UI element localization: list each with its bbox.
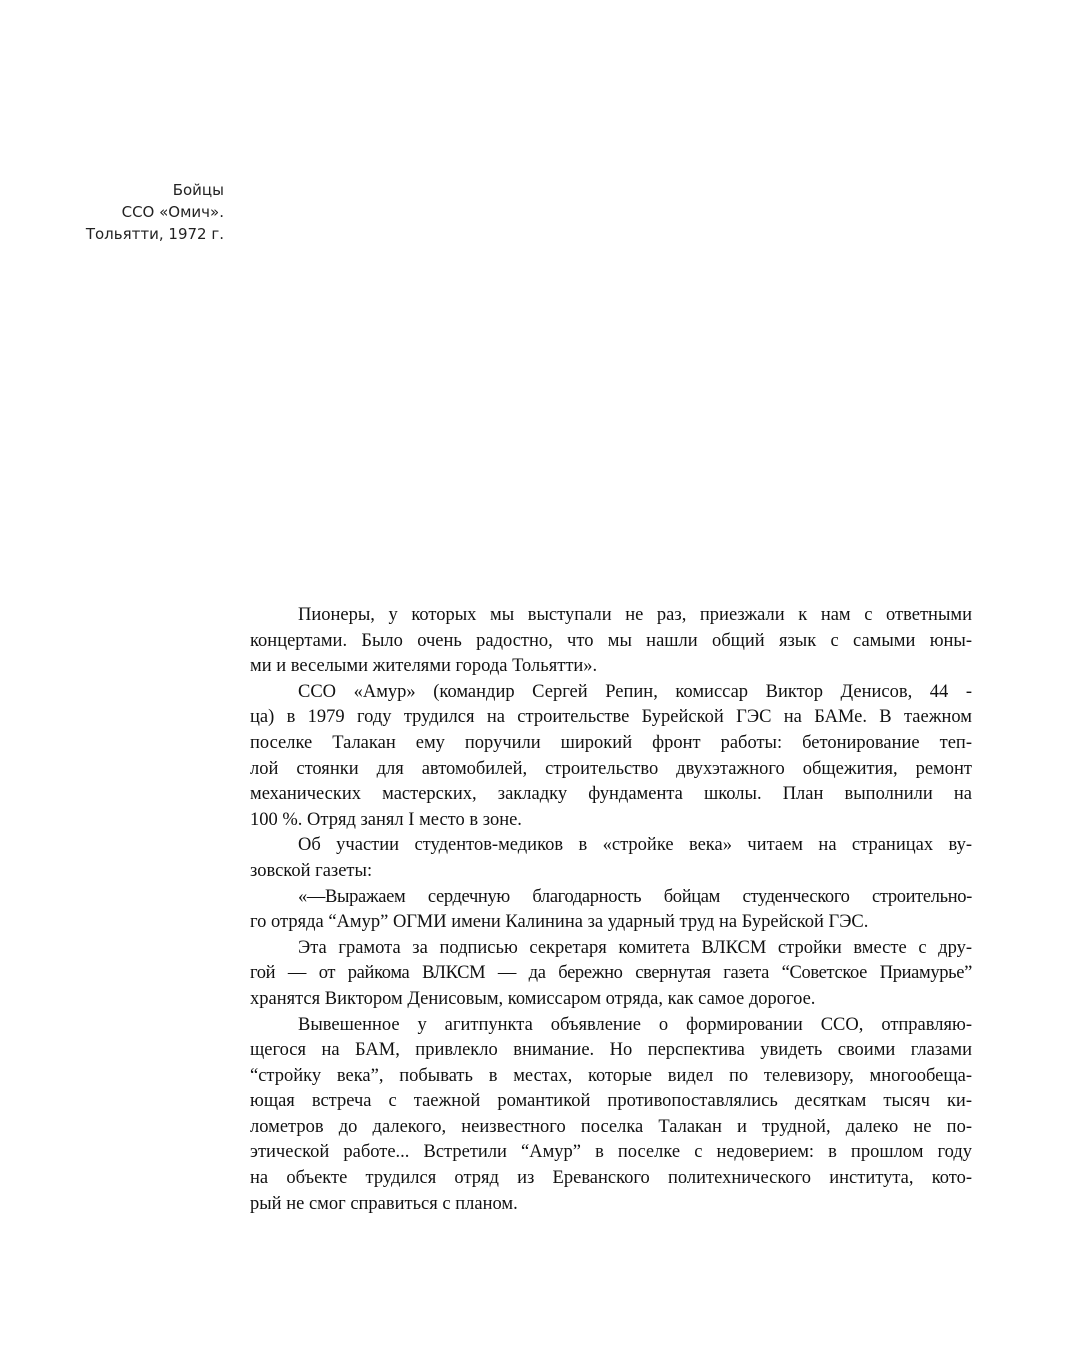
text-line: зовской газеты: <box>250 860 373 881</box>
text-line: «—Выражаем сердечную благодарность бойцам студенческого строительно- <box>298 886 972 907</box>
text-line: ющая встреча с таежной романтикой противопоставлялись десяткам тысяч ки- <box>250 1091 972 1112</box>
text-line: на объекте трудился отряд из Ереванского политехнического института, кото- <box>250 1168 972 1189</box>
text-line: рый не смог справиться с планом. <box>250 1193 518 1214</box>
paragraph <box>250 833 972 884</box>
text-line: хранятся Виктором Денисовым, комиссаром отряда, как самое дорогое. <box>250 988 816 1009</box>
text-line: этической работе... Встретили “Амур” в поселке с недоверием: в прошлом году <box>250 1142 972 1163</box>
caption-line: ССО «Омич». <box>121 203 224 221</box>
paragraph <box>250 603 972 680</box>
text-line: Пионеры, у которых мы выступали не раз, приезжали к нам с ответными <box>298 605 972 625</box>
text-line: ми и веселыми жителями города Тольятти». <box>250 656 598 677</box>
caption-line: Бойцы <box>172 181 224 199</box>
paragraph <box>250 1013 972 1218</box>
text-line: щегося на БАМ, привлекло внимание. Но перспектива увидеть своими глазами <box>250 1040 972 1061</box>
quote-paragraph <box>250 885 972 936</box>
paragraph <box>250 680 972 834</box>
text-line: механических мастерских, закладку фундамента школы. План выполнили на <box>250 784 972 805</box>
text-line: гой — от райкома ВЛКСМ — да бережно свернутая газета “Советское Приамурье” <box>250 963 972 984</box>
text-line: ССО «Амур» (командир Сергей Репин, комиссар Виктор Денисов, 44 - <box>298 681 972 702</box>
text-line: концертами. Было очень радостно, что мы нашли общий язык с самыми юны- <box>250 630 972 651</box>
text-line: ца) в 1979 году трудился на строительстве Бурейской ГЭС на БАМе. В таежном <box>250 707 972 728</box>
text-line: го отряда “Амур” ОГМИ имени Калинина за ударный труд на Бурейской ГЭС. <box>250 912 869 933</box>
text-line: Вывешенное у агитпункта объявление о формировании ССО, отправляю- <box>298 1014 972 1035</box>
text-line: Эта грамота за подписью секретаря комитета ВЛКСМ стройки вместе с дру- <box>298 937 972 958</box>
paragraph <box>250 936 972 1013</box>
caption-line: Тольятти, 1972 г. <box>85 225 224 243</box>
text-line: “стройку века”, побывать в местах, которые видел по телевизору, многообеща- <box>250 1065 972 1086</box>
article-body <box>250 603 972 1217</box>
text-line: 100 %. Отряд занял I место в зоне. <box>250 809 522 830</box>
photo-caption <box>60 179 224 245</box>
text-line: лой стоянки для автомобилей, строительство двухэтажного общежития, ремонт <box>250 758 972 779</box>
text-line: поселке Талакан ему поручили широкий фронт работы: бетонирование теп- <box>250 732 972 753</box>
text-line: лометров до далекого, неизвестного поселка Талакан и трудной, далеко не по- <box>250 1116 972 1137</box>
text-line: Об участии студентов-медиков в «стройке века» читаем на страницах ву- <box>298 835 972 856</box>
